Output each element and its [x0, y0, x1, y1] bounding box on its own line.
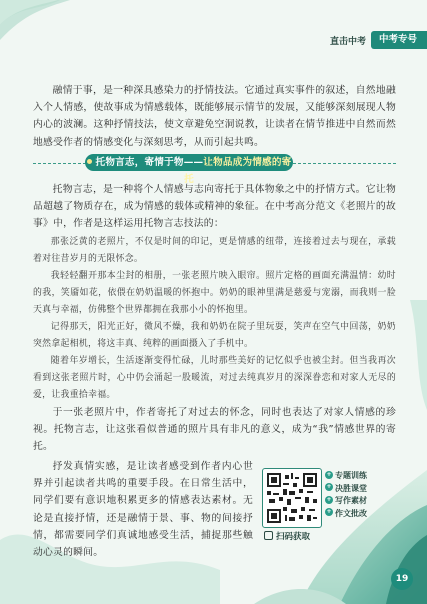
quoted-excerpt — [33, 234, 396, 404]
heading-pill — [85, 154, 293, 185]
plus-icon: + — [326, 495, 332, 503]
section-badge: 中考专号 — [371, 31, 427, 49]
section-header — [330, 30, 427, 50]
quote-paragraph: 随着年岁增长，生活逐渐变得忙碌，儿时那些美好的记忆似乎也被尘封。但当我再次看到这张老照片时，心中仍会涌起一股暖流，对过去纯真岁月的深深眷恋和对家人无尽的爱，让我重拾幸福。 — [33, 356, 396, 400]
qr-code-icon — [267, 473, 317, 523]
paragraph-2: 于一张老照片中，作者寄托了对过去的怀念，同时也表达了对家人情感的珍视。托物言志，让这张看似普通的照片具有非凡的意义，成为“我”情感世界的寄托。 — [33, 407, 396, 453]
qr-feature-item: + 专题训练 — [326, 470, 367, 480]
plus-icon: + — [326, 483, 332, 491]
page-number: 19 — [391, 568, 413, 590]
qr-feature-item: + 决胜课堂 — [326, 483, 367, 493]
intro-paragraph: 融情于事，是一种深具感染力的抒情技法。它通过真实事件的叙述，自然地融入个人情感，使故事成为情感载体，既能够展示情节的发展，又能够深刻展现人物内心的波澜。这种抒情技法，使文章避免空洞说教，让读者在情节推进中自然而然地感受作者的情感变化与深刻思考，从而引起共鸣。 — [33, 85, 396, 148]
quote-paragraph: 那张泛黄的老照片，不仅是时间的印记，更是情感的纽带，连接着过去与现在，承载着对往昔岁月的无限怀念。 — [33, 237, 396, 264]
quote-paragraph: 我轻轻翻开那本尘封的相册，一张老照片映入眼帘。照片定格的画面充满温情：幼时的我，笑靥如花，依偎在奶奶温暖的怀抱中。奶奶的眼神里满是慈爱与宠溺，而我则一脸天真与幸福，仿佛整个世界都拥在我那小小的怀抱里。 — [33, 271, 396, 315]
section-heading — [33, 154, 396, 185]
quote-paragraph: 记得那天，阳光正好，微风不燥，我和奶奶在院子里玩耍，笑声在空气中回荡，奶奶突然拿起相机，将这丰真、纯粹的画面摄入了手机中。 — [33, 322, 396, 349]
scan-to-get-label: 扫码获取 — [264, 530, 310, 542]
qr-feature-item: + 写作素材 — [326, 495, 367, 506]
paragraph-3: 抒发真情实感，是让读者感受到作者内心世界并引起读者共鸣的重要手段。在日常生活中，同学们要有意识地积累更多的情感表达素材。无论是直接抒情，还是融情于景、事、物的间接抒情，都需要同学们真诚地感受生活，捕捉那些触动心灵的瞬间。 — [33, 461, 253, 559]
heading-dot-icon — [87, 159, 92, 164]
qr-promo — [262, 468, 380, 540]
heading-part-2: 让物品成为情感的寄托 — [184, 157, 292, 185]
qr-code[interactable] — [262, 468, 322, 528]
section-label: 直击中考 — [329, 36, 366, 47]
plus-icon: + — [326, 470, 332, 478]
paragraph-1: 托物言志，是一种将个人情感与志向寄托于具体物象之中的抒情方式。它让物品超越了物质存在，成为情感的载体或精神的象征。在中考高分范文《老照片的故事》中，作者是这样运用托物言志技法的： — [33, 184, 396, 230]
heading-part-1: 托物言志，寄情于物—— — [95, 157, 204, 168]
scan-icon — [264, 531, 273, 540]
qr-feature-item: + 作文批改 — [326, 508, 367, 518]
plus-icon: + — [326, 508, 332, 516]
qr-feature-list — [325, 470, 367, 520]
